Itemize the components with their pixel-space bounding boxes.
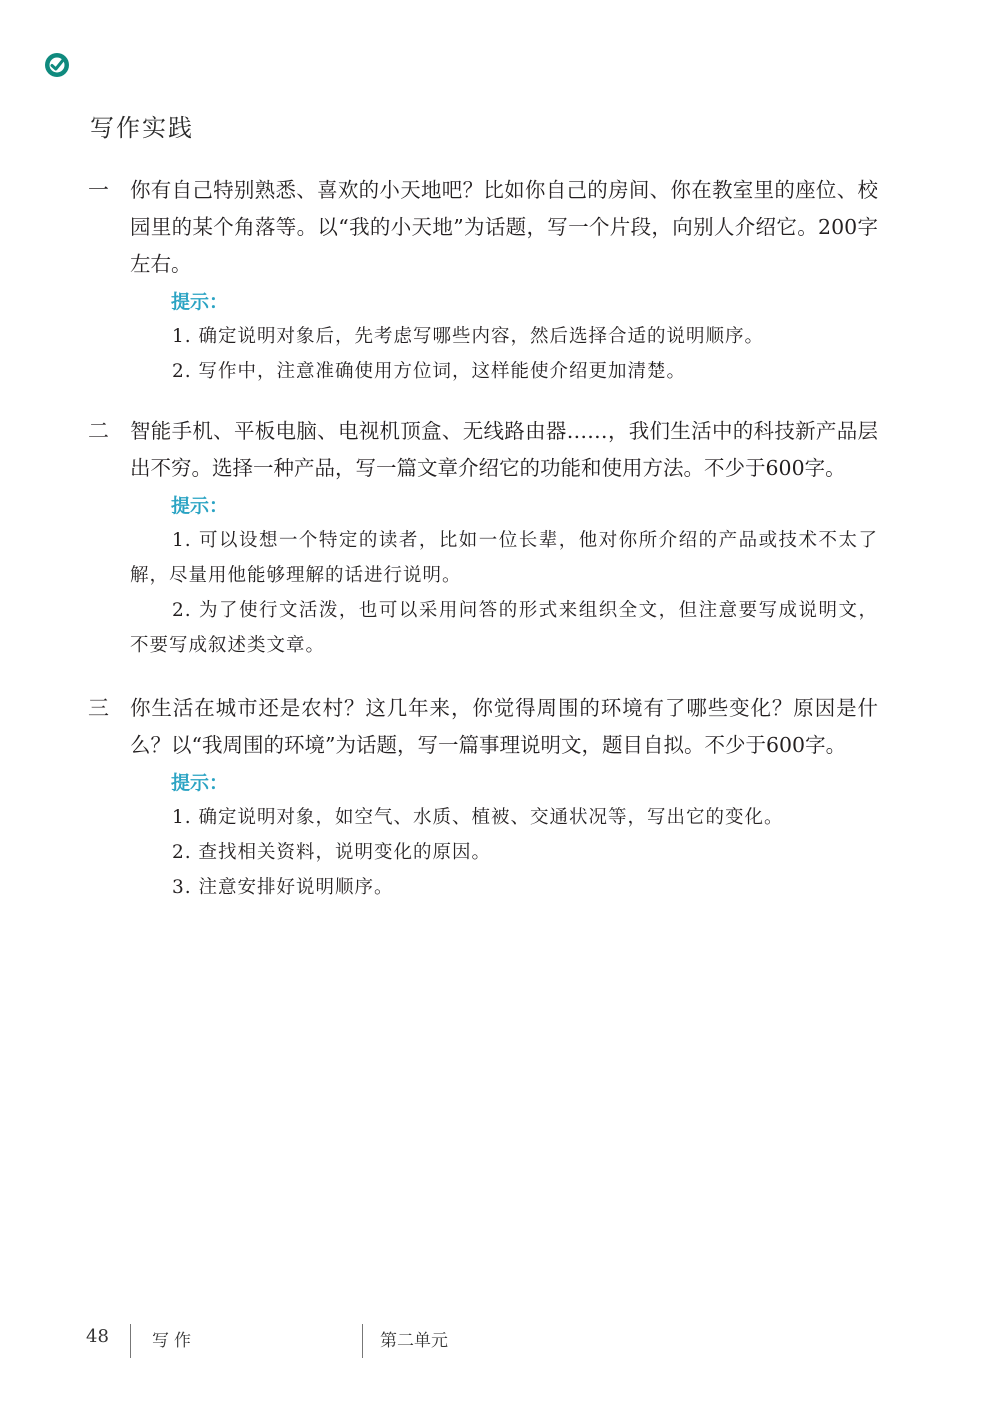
page-title: 写作实践 (90, 114, 194, 142)
hint-item: 2. 写作中，注意准确使用方位词，这样能使介绍更加清楚。 (172, 361, 687, 382)
footer-divider (362, 1324, 363, 1358)
task-prompt: 你生活在城市还是农村？这几年来，你觉得周围的环境有了哪些变化？原因是什么？以“我周围的环境”为话题，写一篇事理说明文，题目自拟。不少于600字。 (130, 696, 878, 757)
footer-divider (130, 1324, 131, 1358)
hint-heading: 提示： (171, 495, 229, 517)
hint-item: 2. 查找相关资料，说明变化的原因。 (172, 842, 492, 863)
task-number: 二 (88, 419, 109, 443)
hint-item: 1. 确定说明对象，如空气、水质、植被、交通状况等，写出它的变化。 (172, 807, 784, 828)
hint-item: 2. 为了使行文活泼，也可以采用问答的形式来组织全文，但注意要写成说明文，不要写成叙述类文章。 (130, 600, 878, 656)
task-number: 一 (88, 178, 109, 202)
hint-item: 1. 可以设想一个特定的读者，比如一位长辈，他对你所介绍的产品或技术不太了解，尽量用他能够理解的话进行说明。 (130, 530, 878, 586)
hint-heading: 提示： (171, 291, 229, 313)
footer-unit-label: 第二单元 (380, 1331, 448, 1351)
writing-badge-icon (44, 52, 70, 78)
task-prompt: 智能手机、平板电脑、电视机顶盒、无线路由器……，我们生活中的科技新产品层出不穷。选择一种产品，写一篇文章介绍它的功能和使用方法。不少于600字。 (130, 419, 878, 480)
task-number: 三 (88, 696, 109, 720)
hint-heading: 提示： (171, 772, 229, 794)
page-number: 48 (86, 1326, 109, 1347)
writing-task-2 (88, 413, 878, 663)
hint-item: 3. 注意安排好说明顺序。 (172, 877, 394, 898)
footer-section-label: 写作 (152, 1331, 196, 1351)
writing-task-1 (88, 172, 878, 389)
hint-item: 1. 确定说明对象后，先考虑写哪些内容，然后选择合适的说明顺序。 (172, 326, 765, 347)
writing-task-3 (88, 690, 878, 905)
task-prompt: 你有自己特别熟悉、喜欢的小天地吧？比如你自己的房间、你在教室里的座位、校园里的某个角落等。以“我的小天地”为话题，写一个片段，向别人介绍它。200字左右。 (130, 178, 878, 276)
